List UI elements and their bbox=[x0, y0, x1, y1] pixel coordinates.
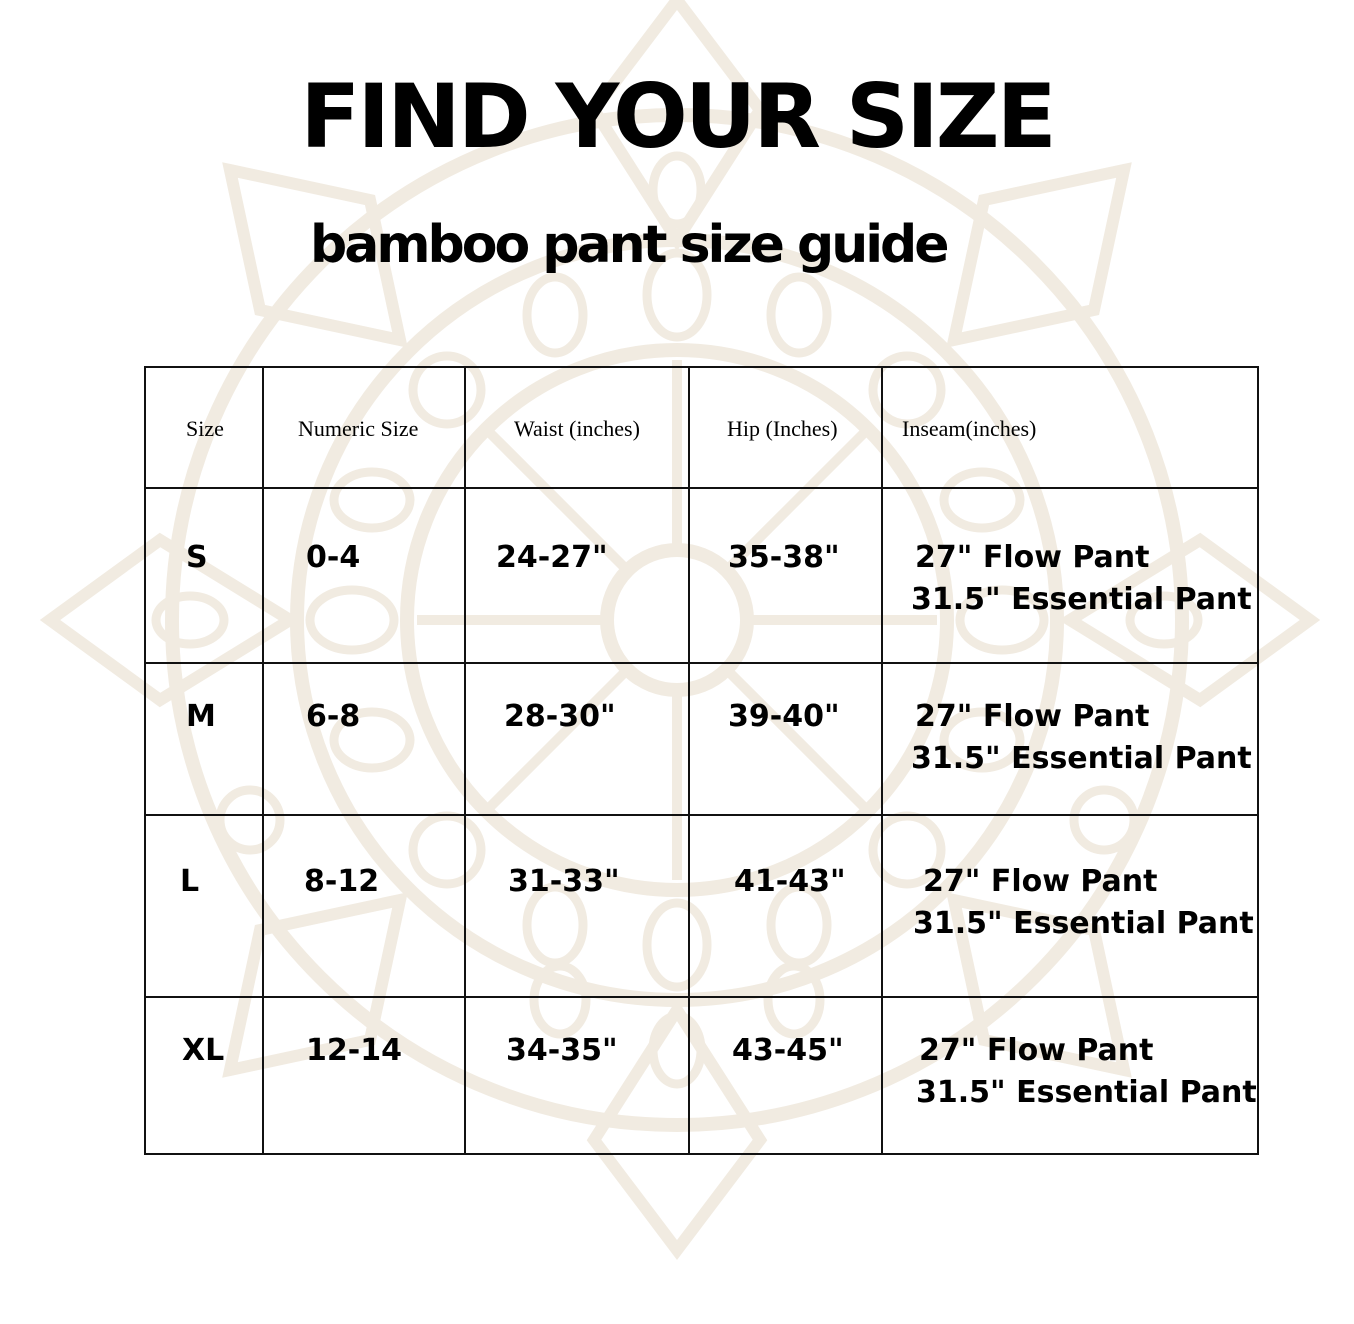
table-row bbox=[145, 997, 1258, 1154]
numeric-size-cell: 6-8 bbox=[263, 663, 465, 815]
size-guide-table bbox=[144, 366, 1259, 1155]
header-size-label: Size bbox=[186, 416, 224, 441]
waist-cell: 31-33" bbox=[465, 815, 689, 997]
numeric-size-cell: 12-14 bbox=[263, 997, 465, 1154]
numeric-size-cell: 8-12 bbox=[263, 815, 465, 997]
header-inseam bbox=[882, 367, 1258, 488]
inseam-line-flow: 27" Flow Pant bbox=[915, 699, 1150, 734]
header-numeric-size-label: Numeric Size bbox=[298, 416, 419, 441]
header-hip bbox=[689, 367, 882, 488]
inseam-line-essential: 31.5" Essential Pant bbox=[913, 906, 1254, 941]
table-header-row bbox=[145, 367, 1258, 488]
numeric-size-cell: 0-4 bbox=[263, 488, 465, 663]
header-hip-label: Hip (Inches) bbox=[727, 416, 838, 441]
inseam-line-essential: 31.5" Essential Pant bbox=[911, 741, 1252, 776]
waist-cell: 34-35" bbox=[465, 997, 689, 1154]
table-row bbox=[145, 663, 1258, 815]
page-title: FIND YOUR SIZE bbox=[300, 65, 1054, 168]
waist-cell: 24-27" bbox=[465, 488, 689, 663]
size-cell: S bbox=[145, 488, 263, 663]
size-cell: XL bbox=[145, 997, 263, 1154]
header-inseam-label: Inseam(inches) bbox=[902, 416, 1037, 441]
hip-cell: 35-38" bbox=[689, 488, 882, 663]
size-cell: M bbox=[145, 663, 263, 815]
inseam-line-flow: 27" Flow Pant bbox=[919, 1033, 1154, 1068]
inseam-line-essential: 31.5" Essential Pant bbox=[911, 582, 1252, 617]
inseam-cell bbox=[882, 488, 1258, 663]
inseam-line-flow: 27" Flow Pant bbox=[923, 864, 1158, 899]
hip-cell: 41-43" bbox=[689, 815, 882, 997]
table-row bbox=[145, 488, 1258, 663]
size-cell: L bbox=[145, 815, 263, 997]
inseam-line-flow: 27" Flow Pant bbox=[915, 540, 1150, 575]
inseam-line-essential: 31.5" Essential Pant bbox=[916, 1075, 1257, 1110]
inseam-cell bbox=[882, 663, 1258, 815]
hip-cell: 43-45" bbox=[689, 997, 882, 1154]
header-numeric-size bbox=[263, 367, 465, 488]
page-subtitle: bamboo pant size guide bbox=[310, 215, 947, 275]
table-row bbox=[145, 815, 1258, 997]
waist-cell: 28-30" bbox=[465, 663, 689, 815]
inseam-cell bbox=[882, 997, 1258, 1154]
inseam-cell bbox=[882, 815, 1258, 997]
hip-cell: 39-40" bbox=[689, 663, 882, 815]
header-size bbox=[145, 367, 263, 488]
header-waist-label: Waist (inches) bbox=[514, 416, 640, 441]
header-waist bbox=[465, 367, 689, 488]
